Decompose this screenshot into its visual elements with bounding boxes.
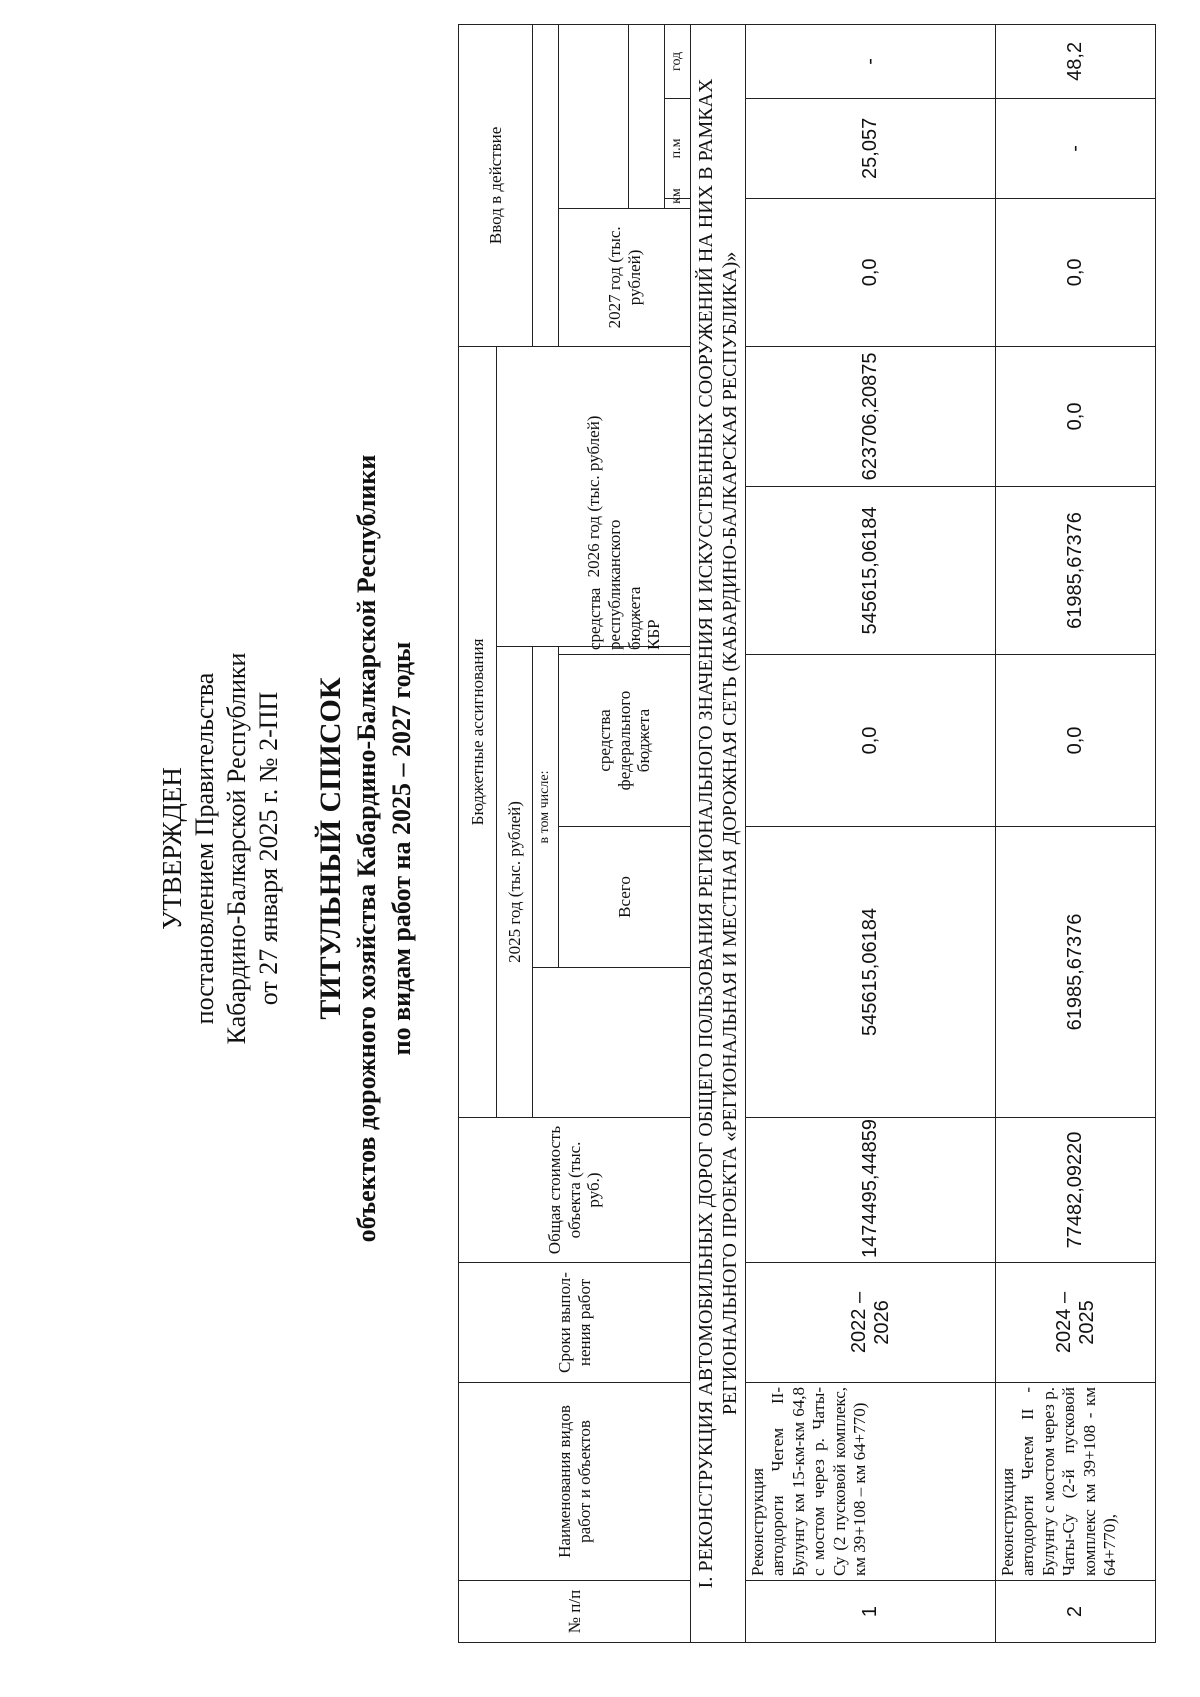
row-2027: 0,0 <box>746 198 996 346</box>
title-list-table <box>458 24 1156 1643</box>
row-2026: 0,0 <box>996 346 1156 486</box>
row-name: Реконструкция автодороги Чегем II - Булунгу с мостом через р. Чаты-Су (2-й пусковой комплекс км 39+108 - км 64+770), <box>996 1383 1156 1581</box>
header-num: № п/п <box>459 1581 691 1643</box>
header-republic: средства республиканского бюджета КБР <box>559 647 691 655</box>
row-num: 2 <box>996 1581 1156 1643</box>
row-republic-2025: 61985,67376 <box>996 487 1156 655</box>
table-row <box>746 24 996 1642</box>
header-spacer <box>559 24 629 208</box>
title-list-table-wrap <box>458 25 1193 1643</box>
row-total-cost: 77482,09220 <box>996 1118 1156 1263</box>
header-2025: 2025 год (тыс. рублей) <box>497 647 533 1118</box>
row-republic-2025: 545615,06184 <box>746 487 996 655</box>
header-total-cost: Общая стоимость объекта (тыс. руб.) <box>459 1118 691 1263</box>
row-federal-2025: 0,0 <box>746 655 996 827</box>
header-spacer <box>533 968 691 1118</box>
approval-line: постановлением Правительства <box>190 672 219 1025</box>
section-title: I. РЕКОНСТРУКЦИЯ АВТОМОБИЛЬНЫХ ДОРОГ ОБЩЕГО ПОЛЬЗОВАНИЯ РЕГИОНАЛЬНОГО ЗНАЧЕНИЯ И ИСКУССТВЕННЫХ СООРУЖЕНИЙ НА НИХ В РАМКАХ РЕГИОНАЛЬНОГО ПРОЕКТА «РЕГИОНАЛЬНАЯ И МЕСТНАЯ ДОРОЖНАЯ СЕТЬ (КАБАРДИНО-БАЛКАРСКАЯ РЕСПУБЛИКА)» <box>691 24 746 1642</box>
header-federal: средства федерального бюджета <box>559 655 691 827</box>
approval-title: УТВЕРЖДЕН <box>157 767 187 930</box>
row-period: 2024 – 2025 <box>996 1263 1156 1383</box>
row-km: - <box>996 98 1156 198</box>
header-km: км <box>665 198 691 208</box>
header-period: Сроки выпол-нения работ <box>459 1263 691 1383</box>
row-period: 2022 – 2026 <box>746 1263 996 1383</box>
document-subtitle: по видам работ на 2025 – 2027 годы <box>387 641 416 1056</box>
row-2026: 623706,20875 <box>746 346 996 486</box>
row-total-2025: 61985,67376 <box>996 827 1156 1118</box>
header-name: Наименования видов работ и объектов <box>459 1383 691 1581</box>
row-2027: 0,0 <box>996 198 1156 346</box>
approval-line: Кабардино-Балкарской Республики <box>222 652 251 1045</box>
header-spacer <box>533 24 559 346</box>
row-km: 25,057 <box>746 98 996 198</box>
row-pm: - <box>746 24 996 98</box>
approval-date: от 27 января 2025 г. № 2-ПП <box>254 691 283 1006</box>
header-total: Всего <box>559 827 691 968</box>
row-pm: 48,2 <box>996 24 1156 98</box>
table-row <box>996 24 1156 1642</box>
row-name: Реконструкция автодороги Чегем II-Булунгу км 15-км-км 64,8 с мостом через р. Чаты-Су (2 пусковой комплекс, км 39+108 – км 64+770) <box>746 1383 996 1581</box>
header-year: год <box>665 24 691 98</box>
document-title: ТИТУЛЬНЫЙ СПИСОК <box>314 677 347 1020</box>
header-budget: Бюджетные ассигнования <box>459 346 497 1117</box>
header-2027: 2027 год (тыс. рублей) <box>559 208 691 346</box>
header-pm: п.м <box>665 98 691 198</box>
row-total-cost: 1474495,44859 <box>746 1118 996 1263</box>
row-total-2025: 545615,06184 <box>746 827 996 1118</box>
header-commissioning: Ввод в действие <box>459 24 533 346</box>
row-federal-2025: 0,0 <box>996 655 1156 827</box>
header-including: в том числе: <box>533 647 559 968</box>
row-num: 1 <box>746 1581 996 1643</box>
document-subtitle: объектов дорожного хозяйства Кабардино-Балкарской Республики <box>352 454 381 1243</box>
header-2026: 2026 год (тыс. рублей) <box>497 346 691 646</box>
header-spacer <box>629 24 665 208</box>
